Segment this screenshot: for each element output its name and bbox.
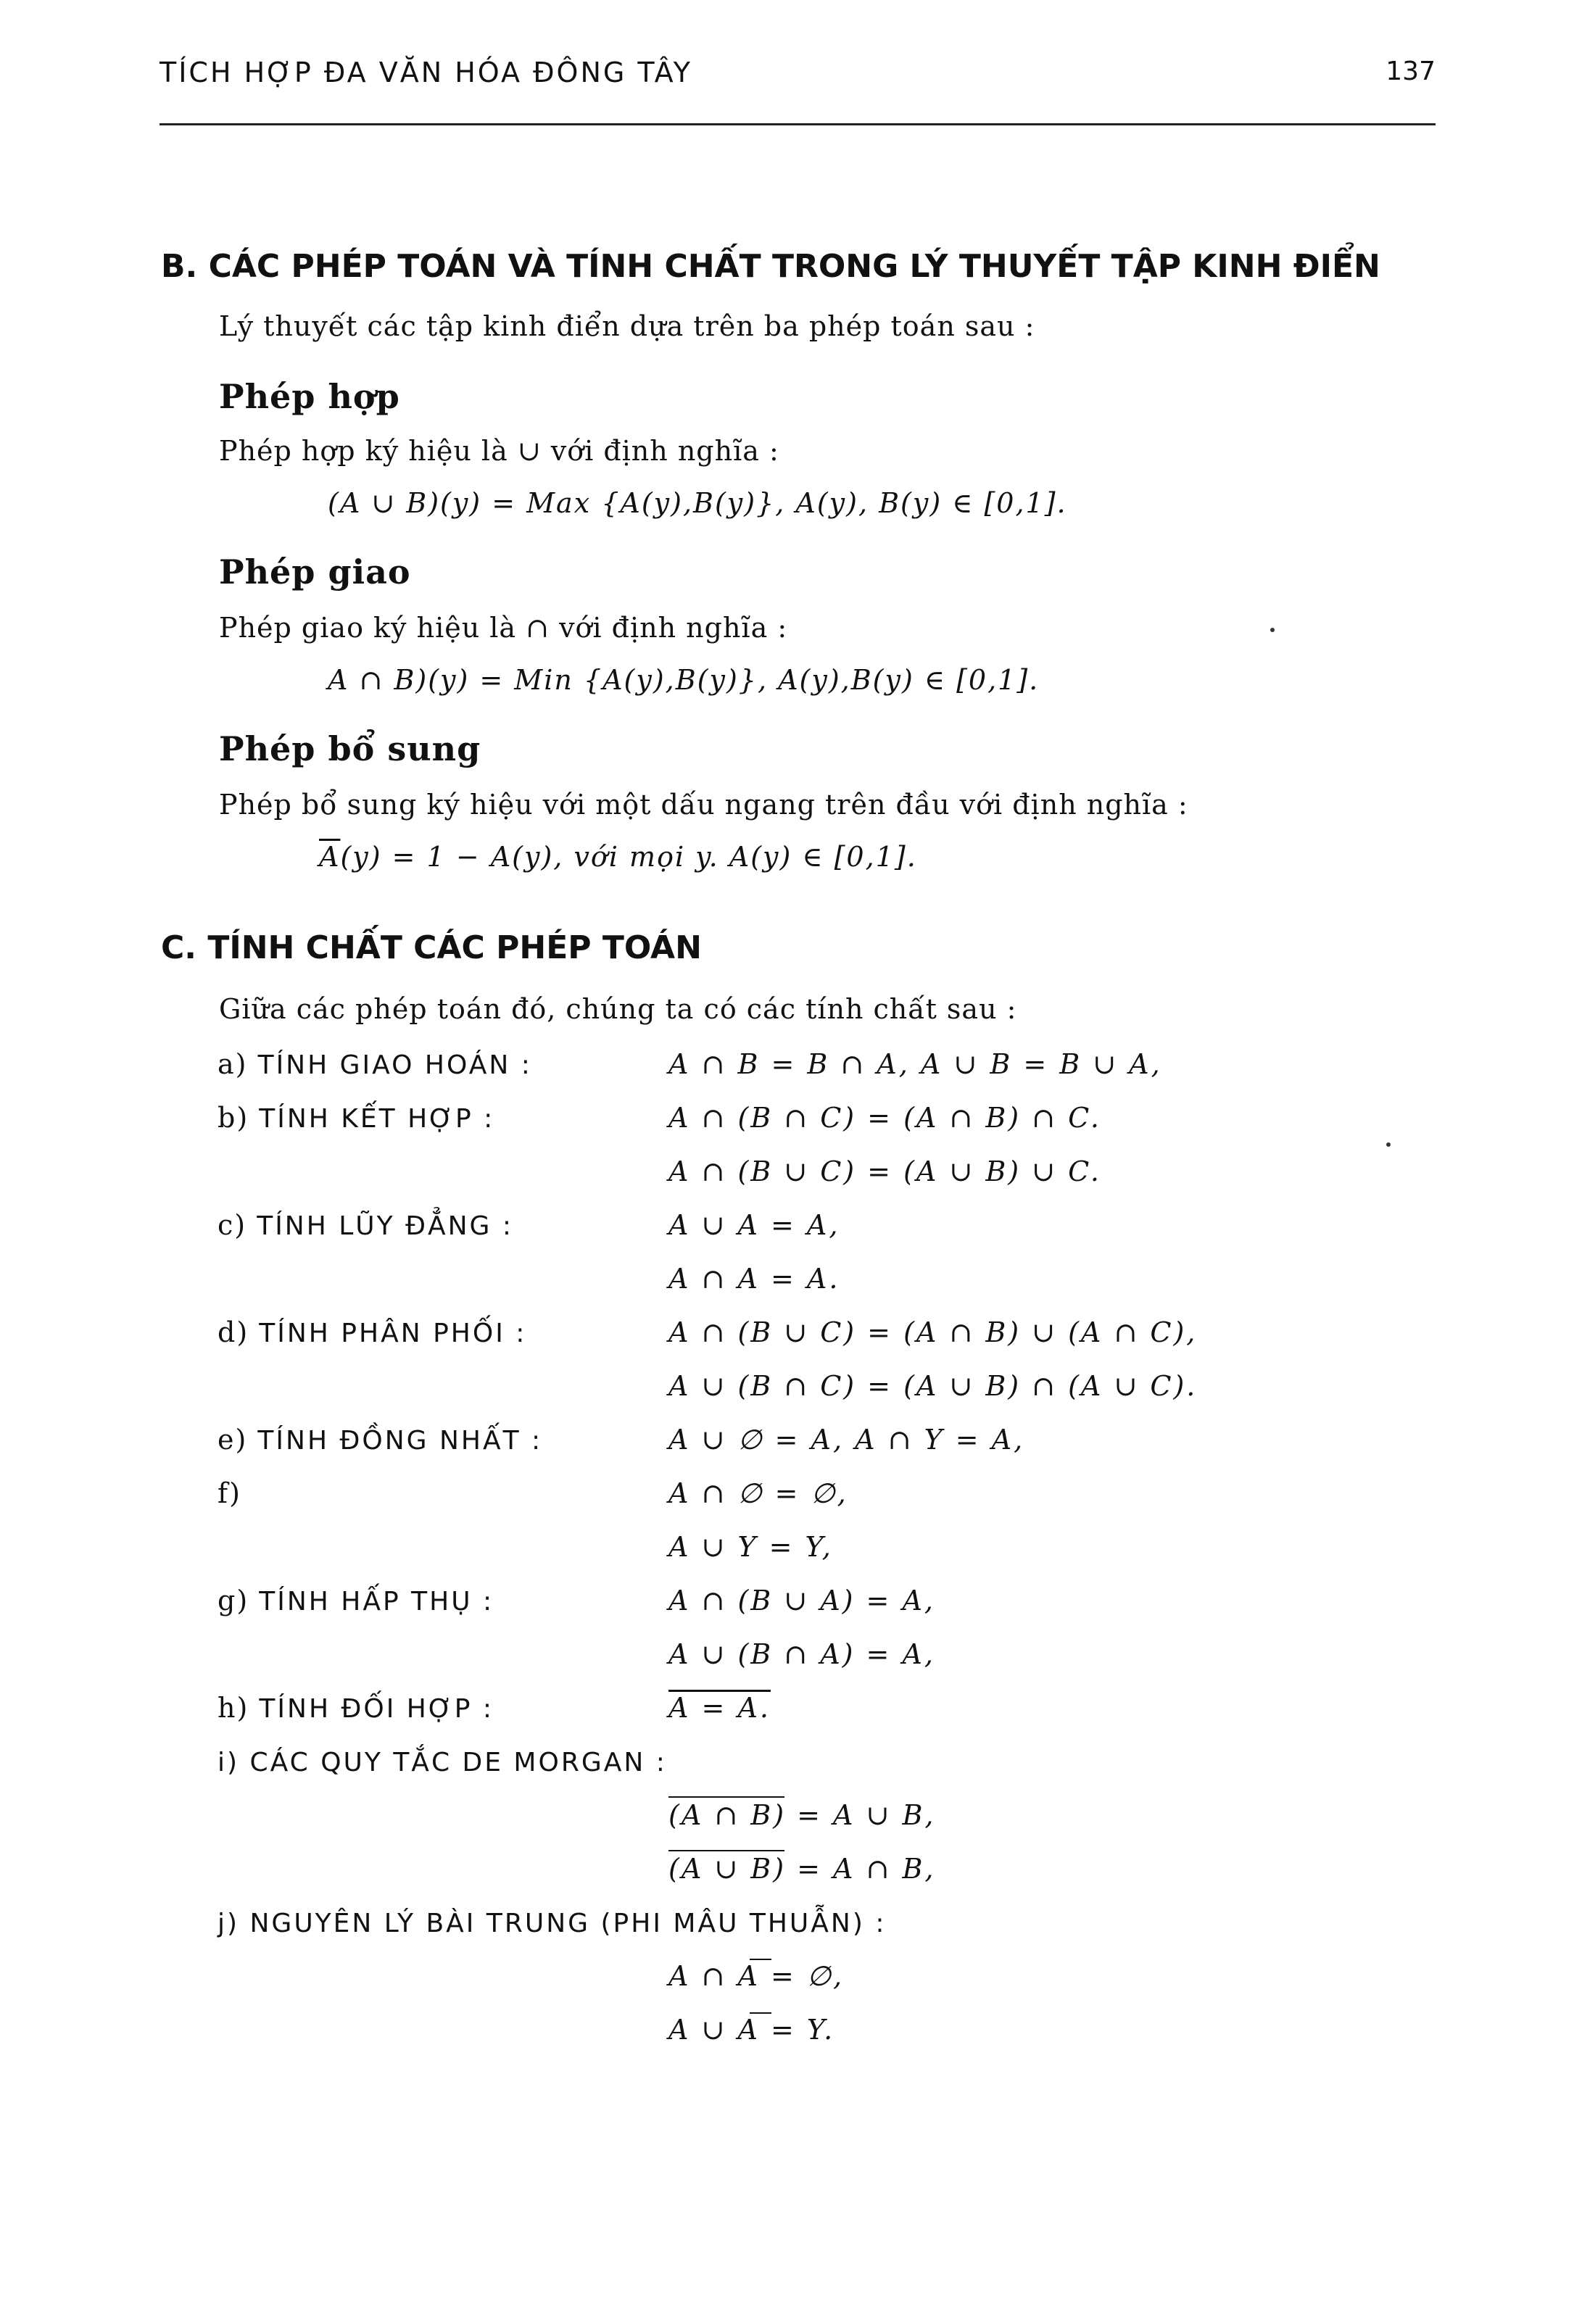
union-title: Phép hợp	[219, 377, 400, 416]
demorgan-label	[218, 1746, 667, 1777]
section-c-heading: C. TÍNH CHẤT CÁC PHÉP TOÁN	[161, 929, 702, 966]
property-formula: A ∩ B = B ∩ A, A ∪ B = B ∪ A,	[668, 1048, 1162, 1080]
property-name: TÍNH LŨY ĐẲNG :	[257, 1211, 514, 1241]
property-formula: A ∩ (B ∪ A) = A,	[668, 1585, 935, 1617]
property-label	[218, 1424, 542, 1456]
property-name: TÍNH KẾT HỢP :	[259, 1104, 495, 1134]
property-label	[218, 1048, 532, 1080]
property-formula: A ∪ Y = Y,	[668, 1531, 833, 1563]
demorgan-label-text: i) CÁC QUY TẮC DE MORGAN :	[218, 1748, 667, 1777]
excluded-middle-label	[218, 1906, 886, 1938]
excluded-middle-formula-1: A ∩ A = ∅,	[668, 1960, 845, 1992]
property-formula: A ∩ (B ∪ C) = (A ∩ B) ∪ (A ∩ C),	[668, 1316, 1198, 1348]
complement-formula	[319, 841, 917, 873]
property-name: TÍNH PHÂN PHỐI :	[259, 1319, 527, 1348]
demorgan-formula-2: (A ∪ B) = A ∩ B,	[668, 1853, 936, 1885]
involution-formula: A = A.	[668, 1692, 771, 1724]
complement-overline	[750, 2012, 771, 2014]
property-marker: a)	[218, 1048, 248, 1080]
complement-title: Phép bổ sung	[219, 729, 481, 768]
property-name: TÍNH ĐỒNG NHẤT :	[257, 1426, 543, 1456]
property-label	[218, 1585, 494, 1617]
property-marker: d)	[218, 1316, 249, 1348]
intersection-formula: A ∩ B)(y) = Min {A(y),B(y)}, A(y),B(y) ∈ [0,1].	[328, 664, 1040, 696]
demorgan-formula-1: (A ∩ B) = A ∪ B,	[668, 1799, 936, 1831]
property-name: TÍNH GIAO HOÁN :	[257, 1050, 532, 1080]
union-formula: (A ∪ B)(y) = Max {A(y),B(y)}, A(y), B(y) ∈ [0,1].	[328, 487, 1067, 519]
property-marker: g)	[218, 1585, 249, 1617]
property-label	[218, 1477, 241, 1509]
property-marker: e)	[218, 1424, 248, 1456]
complement-overline	[750, 1959, 771, 1960]
property-marker: h)	[218, 1692, 249, 1724]
property-label	[218, 1692, 494, 1724]
property-label	[218, 1209, 513, 1241]
complement-formula-rest: (y) = 1 − A(y), với mọi y. A(y) ∈ [0,1].	[340, 841, 917, 873]
section-b-intro: Lý thuyết các tập kinh điển dựa trên ba phép toán sau :	[219, 310, 1035, 342]
property-marker: f)	[218, 1477, 241, 1509]
section-b-heading: B. CÁC PHÉP TOÁN VÀ TÍNH CHẤT TRONG LÝ THUYẾT TẬP KINH ĐIỂN	[161, 248, 1380, 285]
property-formula: A ∪ (B ∩ A) = A,	[668, 1638, 935, 1670]
running-header	[160, 57, 1436, 93]
property-marker: c)	[218, 1209, 247, 1241]
property-formula: A ∩ (B ∪ C) = (A ∪ B) ∪ C.	[668, 1155, 1101, 1187]
intersection-definition-text: Phép giao ký hiệu là ∩ với định nghĩa :	[219, 612, 788, 644]
union-definition-text: Phép hợp ký hiệu là ∪ với định nghĩa :	[219, 435, 779, 467]
property-name: TÍNH HẤP THỤ :	[259, 1587, 494, 1617]
running-title: TÍCH HỢP ĐA VĂN HÓA ĐÔNG TÂY	[160, 57, 692, 88]
property-label	[218, 1316, 526, 1348]
property-formula	[668, 1692, 771, 1724]
property-formula: A ∩ A = A.	[668, 1263, 840, 1295]
excluded-middle-formula-2: A ∪ A = Y.	[668, 2014, 835, 2046]
complement-symbol: $\overline{A}$	[319, 841, 341, 873]
scan-speck	[1270, 628, 1275, 632]
header-rule	[160, 123, 1436, 125]
property-formula: A ∪ (B ∩ C) = (A ∪ B) ∩ (A ∪ C).	[668, 1370, 1198, 1402]
property-formula: A ∪ A = A,	[668, 1209, 840, 1241]
complement-definition-text: Phép bổ sung ký hiệu với một dấu ngang trên đầu với định nghĩa :	[219, 789, 1188, 821]
property-formula: A ∩ ∅ = ∅,	[668, 1477, 848, 1509]
property-formula: A ∩ (B ∩ C) = (A ∩ B) ∩ C.	[668, 1102, 1101, 1134]
scan-speck	[1386, 1142, 1391, 1147]
section-c-intro: Giữa các phép toán đó, chúng ta có các tính chất sau :	[219, 993, 1017, 1025]
page-number: 137	[1386, 57, 1436, 86]
demorgan-overline	[668, 1796, 784, 1798]
property-formula: A ∪ ∅ = A, A ∩ Y = A,	[668, 1424, 1025, 1456]
excluded-middle-label-text: j) NGUYÊN LÝ BÀI TRUNG (PHI MÂU THUẪN) :	[218, 1909, 887, 1938]
property-marker: b)	[218, 1102, 249, 1134]
property-name: TÍNH ĐỐI HỢP :	[259, 1694, 494, 1724]
demorgan-overline	[668, 1850, 784, 1851]
property-label	[218, 1102, 494, 1134]
intersection-title: Phép giao	[219, 552, 411, 592]
